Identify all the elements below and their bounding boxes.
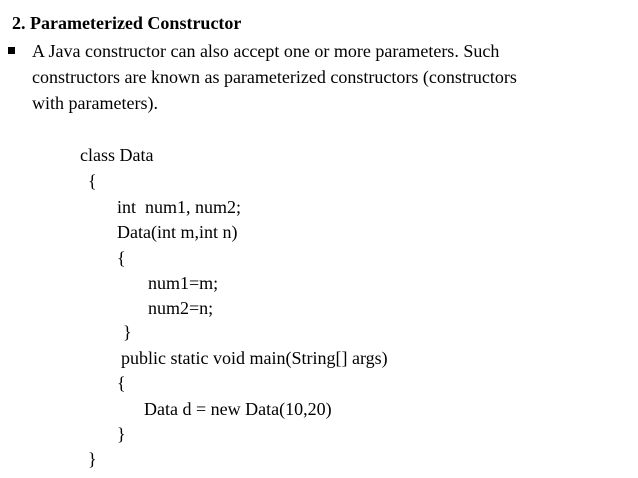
code-line: { (88, 171, 97, 191)
code-line: } (117, 424, 126, 444)
code-line: { (117, 373, 126, 393)
code-line: Data(int m,int n) (117, 222, 238, 242)
code-line: class Data (80, 145, 154, 165)
code-line: int num1, num2; (117, 197, 242, 217)
bullet-text-line-1: A Java constructor can also accept one or more parameters. Such (32, 41, 500, 61)
code-line: public static void main(String[] args) (121, 348, 388, 368)
slide-heading: 2. Parameterized Constructor (12, 13, 242, 33)
code-line: Data d = new Data(10,20) (144, 399, 332, 419)
code-line: } (88, 449, 97, 469)
bullet-text-line-2: constructors are known as parameterized constructors (constructors (32, 67, 517, 87)
code-line: } (123, 322, 132, 342)
code-line: num2=n; (148, 298, 214, 318)
bullet-text-line-3: with parameters). (32, 93, 158, 113)
code-line: num1=m; (148, 273, 219, 293)
code-line: { (117, 248, 126, 268)
